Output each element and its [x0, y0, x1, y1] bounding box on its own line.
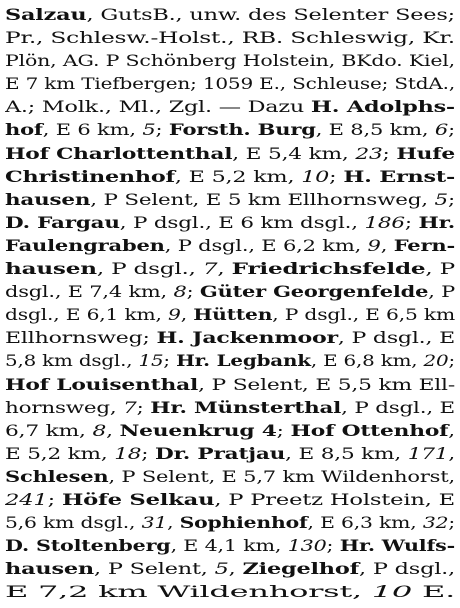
entry-text: E.	[412, 582, 455, 602]
population-count: 5	[434, 189, 448, 209]
place-name: hausen	[5, 259, 97, 279]
entry-text: , P dsgl., E	[341, 397, 456, 417]
entry-text: Pr., Schlesw.-Holst., RB. Schleswig, Kr.	[5, 28, 455, 48]
entry-text: ;	[404, 212, 419, 232]
entry-text: , P	[425, 259, 456, 279]
population-count: 31	[141, 513, 168, 533]
place-name: hausen	[5, 189, 91, 209]
entry-line	[5, 326, 456, 349]
place-name: Güter Georgenfelde	[199, 282, 429, 302]
entry-line	[5, 511, 456, 534]
place-name: Hof Charlottenthal	[5, 143, 233, 163]
entry-text: , E 8,5 km,	[315, 120, 435, 140]
entry-text: E 7 km Tiefbergen; 1059 E., Schleuse; StdA.,	[5, 74, 455, 94]
entry-line	[5, 580, 456, 603]
entry-line	[5, 118, 456, 141]
entry-line	[5, 349, 456, 372]
population-count: 10	[301, 166, 330, 186]
place-name: Schlesen	[5, 466, 109, 486]
entry-line	[5, 488, 456, 511]
place-name: Forsth. Burg	[168, 120, 316, 140]
entry-text: , P dsgl.,	[96, 259, 203, 279]
entry-line	[5, 234, 456, 257]
entry-text: 5,6 km dsgl.,	[5, 513, 142, 533]
population-count: 6	[434, 120, 449, 140]
place-name: Hr. Legbank	[176, 351, 311, 371]
entry-text: Plön, AG. P Schönberg Holstein, BKdo. Kiel,	[5, 51, 455, 71]
entry-line	[5, 142, 456, 165]
entry-text: hornsweg,	[5, 397, 124, 417]
entry-text: ;	[448, 513, 455, 533]
population-count: 9	[367, 235, 381, 255]
population-count: 20	[423, 351, 449, 371]
population-count: 32	[422, 513, 449, 533]
population-count: 5	[214, 559, 229, 579]
population-count: 171	[407, 443, 449, 463]
place-name: D. Stoltenberg	[5, 536, 171, 556]
entry-line	[5, 26, 456, 49]
entry-text: , P Selent,	[94, 559, 215, 579]
entry-text: , P	[428, 282, 456, 302]
entry-line	[5, 165, 456, 188]
population-count: 15	[138, 351, 164, 371]
entry-line	[5, 211, 456, 234]
entry-text: ;	[448, 120, 455, 140]
entry-text: ;	[47, 489, 62, 509]
entry-line	[5, 465, 456, 488]
place-name: H. Adolphs-	[310, 97, 455, 117]
place-name: Sophienhof	[179, 513, 308, 533]
place-name: Hof Louisenthal	[5, 374, 199, 394]
entry-text: , E 5,2 km,	[174, 166, 302, 186]
entry-text: ;	[382, 143, 397, 163]
entry-text: , E 6,3 km,	[307, 513, 423, 533]
entry-line	[5, 257, 456, 280]
entry-text: , E 4,1 km,	[170, 536, 288, 556]
entry-text: 5,8 km dsgl.,	[5, 351, 139, 371]
entry-line	[5, 72, 456, 95]
place-name: Fern-	[393, 235, 455, 255]
place-name: Faulengraben	[5, 235, 165, 255]
entry-text: E 7,2 km Wildenhorst,	[5, 582, 372, 602]
population-count: 8	[173, 282, 187, 302]
entry-text: ,	[167, 513, 180, 533]
place-name: Christinenhof	[5, 166, 175, 186]
entry-text: , P dsgl., E 6,2 km,	[164, 235, 368, 255]
population-count: 23	[355, 143, 383, 163]
entry-text: ,	[217, 259, 232, 279]
entry-line	[5, 303, 456, 326]
entry-text: , P Selent, E 5 km Ellhornsweg,	[90, 189, 435, 209]
entry-text: ,	[380, 235, 394, 255]
entry-text: ,	[106, 420, 120, 440]
entry-line	[5, 534, 456, 557]
entry-text: ;	[326, 536, 340, 556]
entry-text: dsgl., E 6,1 km,	[5, 305, 169, 325]
place-name: Ziegelhof	[242, 559, 360, 579]
entry-text: 6,7 km,	[5, 420, 93, 440]
entry-text: ,	[180, 305, 194, 325]
entry-text: ;	[163, 351, 177, 371]
population-count: 9	[168, 305, 181, 325]
entry-text: , E 5,4 km,	[232, 143, 356, 163]
place-name: Dr. Pratjau	[155, 443, 286, 463]
entry-text: ;	[447, 189, 456, 209]
entry-line	[5, 3, 456, 26]
entry-line	[5, 396, 456, 419]
entry-text: ,	[448, 420, 455, 440]
entry-line	[5, 280, 456, 303]
population-count: 8	[92, 420, 107, 440]
place-name: Salzau	[5, 5, 87, 24]
place-name: hof	[5, 120, 43, 140]
population-count: 241	[5, 489, 48, 509]
gazetteer-entry-salzau	[5, 3, 456, 603]
place-name: Hr. Münsterthal	[150, 397, 342, 417]
population-count: 130	[287, 536, 327, 556]
entry-line	[5, 49, 456, 72]
place-name: Höfe Selkau	[61, 489, 215, 509]
entry-line	[5, 419, 456, 442]
place-name: D. Fargau	[5, 212, 120, 232]
entry-text: , P dsgl., E 6 km dsgl.,	[119, 212, 365, 232]
place-name: Hr.	[418, 212, 455, 232]
place-name: Friedrichsfelde	[231, 259, 426, 279]
place-name: H. Jackenmoor	[156, 328, 338, 348]
place-name: Neuenkrug 4	[119, 420, 277, 440]
population-count: 7	[202, 259, 218, 279]
entry-text: Ellhornsweg;	[5, 328, 157, 348]
entry-line	[5, 95, 456, 118]
entry-text: ;	[276, 420, 291, 440]
entry-text: ;	[136, 397, 151, 417]
entry-text: ;	[448, 351, 455, 371]
entry-text: , P dsgl., E 6,5 km	[272, 305, 455, 325]
place-name: Hr. Wulfs-	[339, 536, 455, 556]
entry-text: A.; Molk., Ml., Zgl. — Dazu	[5, 97, 311, 117]
entry-text: , P Selent, E 5,5 km Ell-	[198, 374, 455, 394]
entry-text: , GutsB., unw. des Selenter Sees;	[86, 5, 456, 24]
entry-text: , P Preetz Holstein, E	[214, 489, 455, 509]
entry-text: dsgl., E 7,4 km,	[5, 282, 174, 302]
entry-line	[5, 373, 456, 396]
place-name: hausen	[5, 559, 95, 579]
entry-text: ,	[448, 443, 456, 463]
place-name: Hof Ottenhof	[290, 420, 449, 440]
entry-text: E 5,2 km,	[5, 443, 115, 463]
entry-text: , P dsgl., E	[337, 328, 455, 348]
entry-text: ;	[141, 443, 156, 463]
entry-text: ,	[228, 559, 243, 579]
population-count: 7	[123, 397, 137, 417]
entry-text: , P dsgl.,	[359, 559, 455, 579]
place-name: Hufe	[396, 143, 456, 163]
entry-line	[5, 557, 456, 580]
entry-text: , P Selent, E 5,7 km Wildenhorst,	[108, 466, 455, 486]
entry-text: , E 8,5 km,	[285, 443, 408, 463]
population-count: 18	[114, 443, 142, 463]
entry-text: ;	[329, 166, 344, 186]
population-count: 5	[142, 120, 156, 140]
entry-text: , E 6,8 km,	[310, 351, 424, 371]
population-count: 10	[371, 582, 413, 602]
population-count: 186	[364, 212, 405, 232]
place-name: Hütten	[193, 305, 273, 325]
entry-line	[5, 442, 456, 465]
entry-text: , E 6 km,	[42, 120, 143, 140]
place-name: H. Ernst-	[343, 166, 456, 186]
entry-text: ;	[155, 120, 169, 140]
entry-text: ;	[186, 282, 200, 302]
entry-line	[5, 188, 456, 211]
